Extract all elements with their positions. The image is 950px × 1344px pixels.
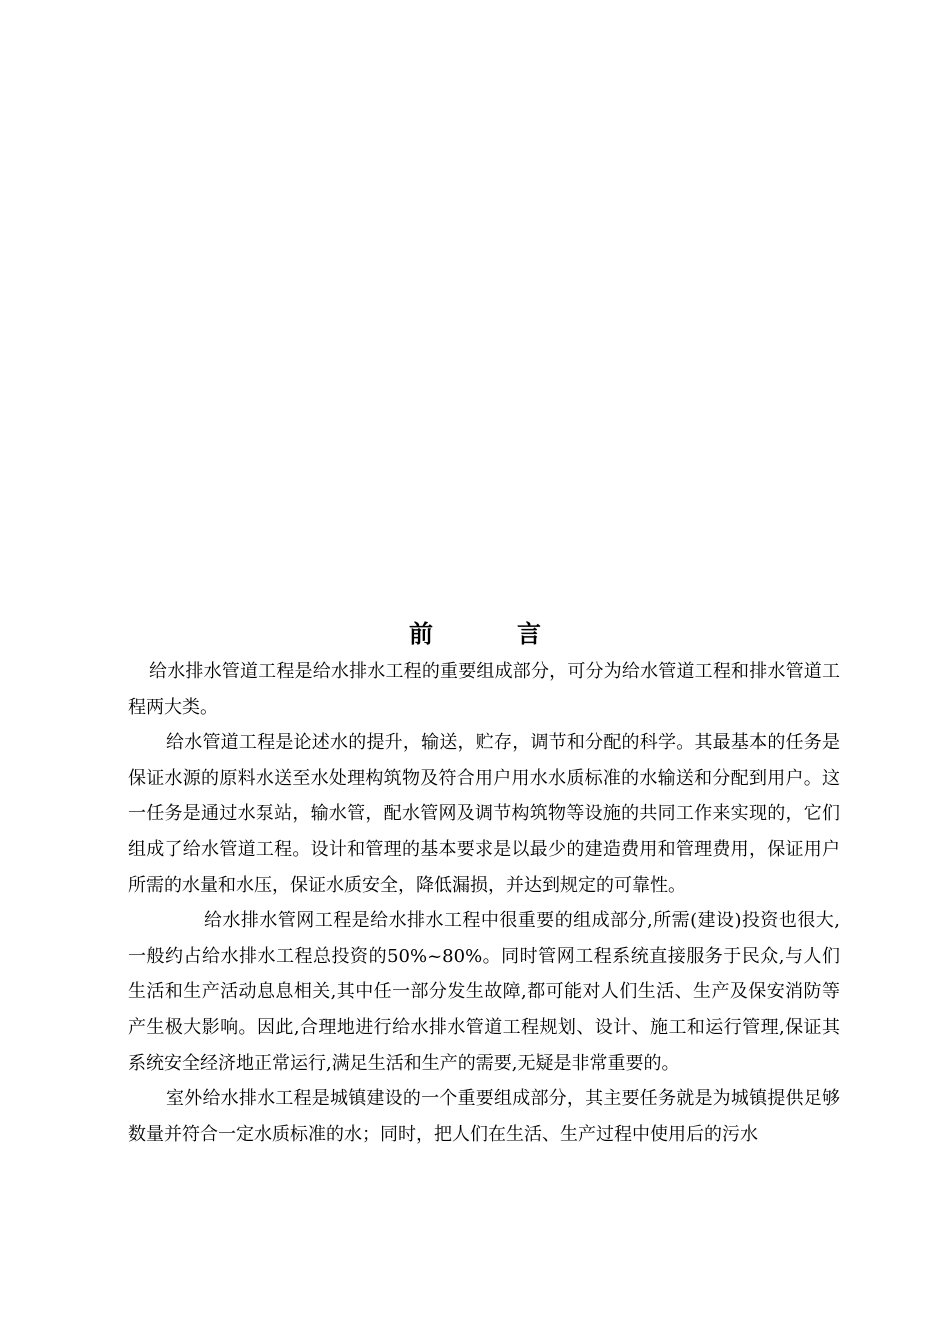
page-title: 前 言 <box>409 620 571 648</box>
paragraph-1: 给水排水管道工程是给水排水工程的重要组成部分，可分为给水管道工程和排水管道工程两大类。 <box>128 661 840 718</box>
paragraph-3: 给水排水管网工程是给水排水工程中很重要的组成部分,所需(建设)投资也很大,一般约占给水排水工程总投资的50%~80%。同时管网工程系统直接服务于民众,与人们生活和生产活动息息相关,其中任一部分发生故障,都可能对人们生活、生产及保安消防等产生极大影响。因此,合理地进行给水排水管道工程规划、设计、施工和运行管理,保证其系统安全经济地正常运行,满足生活和生产的需要,无疑是非常重要的。 <box>128 910 840 1074</box>
body-text <box>128 654 840 1152</box>
paragraph-2: 给水管道工程是论述水的提升，输送，贮存，调节和分配的科学。其最基本的任务是保证水源的原料水送至水处理构筑物及符合用户用水水质标准的水输送和分配到用户。这一任务是通过水泵站，输水管，配水管网及调节构筑物等设施的共同工作来实现的，它们组成了给水管道工程。设计和管理的基本要求是以最少的建造费用和管理费用，保证用户所需的水量和水压，保证水质安全，降低漏损，并达到规定的可靠性。 <box>128 732 840 896</box>
paragraph-4: 室外给水排水工程是城镇建设的一个重要组成部分，其主要任务就是为城镇提供足够数量并符合一定水质标准的水；同时，把人们在生活、生产过程中使用后的污水 <box>128 1088 840 1145</box>
